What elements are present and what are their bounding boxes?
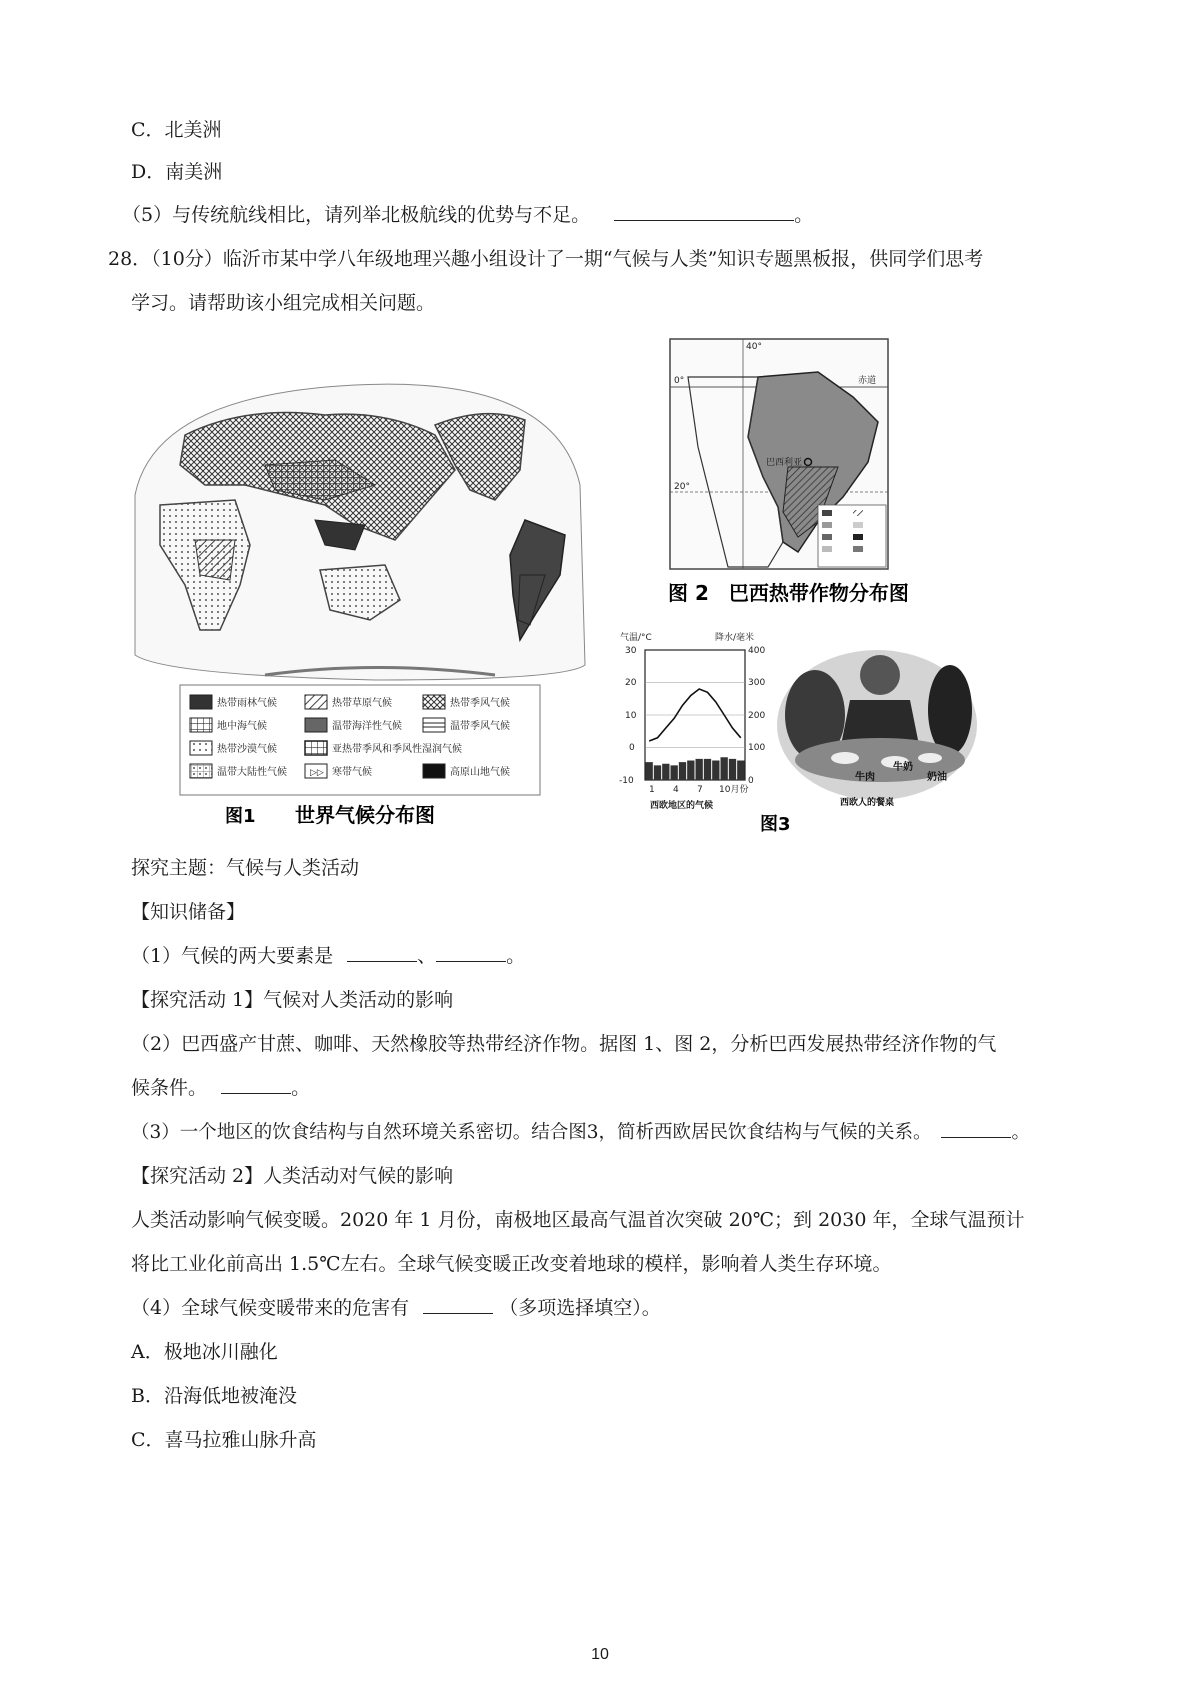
svg-text:▷▷: ▷▷ — [310, 768, 324, 778]
y-left-tick-10: 10 — [625, 711, 637, 721]
y-left-tick-30: 30 — [625, 646, 637, 656]
answer-blank-2[interactable] — [221, 1075, 291, 1094]
legend-label-8: 亚热带季风和季风性湿润气候 — [332, 744, 462, 755]
option-b: B．沿海低地被淹没 — [131, 1385, 297, 1407]
option-d-previous: D．南美洲 — [131, 161, 223, 183]
inquiry-theme: 探究主题：气候与人类活动 — [131, 857, 360, 879]
y-right-tick-200: 200 — [748, 711, 766, 721]
legend-label-4: 地中海气候 — [217, 721, 267, 732]
question-4-text: （4）全球气候变暖带来的危害有 — [131, 1297, 410, 1319]
y-left-tick-0: 0 — [629, 743, 635, 753]
activity-1-heading: 【探究活动 1】气候对人类活动的影响 — [131, 989, 454, 1011]
chart-y-left-title: 气温/°C — [620, 633, 652, 643]
y-left-tick-20: 20 — [625, 678, 637, 688]
x-tick-4: 4 — [673, 785, 679, 795]
figure-1-world-climate-map — [125, 375, 605, 830]
answer-blank-1b[interactable] — [436, 943, 506, 962]
answer-blank-1a[interactable] — [347, 943, 417, 962]
y-right-tick-300: 300 — [748, 678, 766, 688]
legend-label-2: 热带草原气候 — [332, 698, 392, 709]
figure-1-caption-title: 世界气候分布图 — [295, 803, 435, 827]
legend-label-7: 热带沙漠气候 — [217, 744, 277, 755]
x-tick-10: 10月份 — [719, 785, 749, 795]
question-28-line2: 学习。请帮助该小组完成相关问题。 — [131, 292, 436, 314]
page-number: 10 — [591, 1646, 609, 1663]
chart-caption: 西欧地区的气候 — [650, 801, 714, 811]
precip-bar-10 — [721, 757, 728, 780]
chart-y-right-title: 降水/毫米 — [715, 633, 755, 643]
figure-3-caption: 图3 — [760, 814, 791, 835]
answer-blank-5[interactable] — [614, 202, 794, 221]
question-5 — [122, 202, 813, 228]
legend-label-10: 寒带气候 — [332, 767, 372, 778]
option-c-previous: C．北美洲 — [131, 119, 222, 141]
map-label-equator: 赤道 — [858, 376, 877, 386]
option-c: C．喜马拉雅山脉升高 — [131, 1429, 317, 1451]
legend-label-5: 温带海洋性气候 — [332, 721, 402, 732]
legend-label-9: 温带大陆性气候 — [217, 767, 287, 778]
question-4-suffix: （多项选择填空）。 — [499, 1297, 661, 1319]
precip-bar-8 — [704, 759, 711, 780]
activity-2-heading: 【探究活动 2】人类活动对气候的影响 — [131, 1165, 454, 1187]
precip-bar-9 — [712, 761, 719, 781]
photo-label-milk: 牛奶 — [893, 762, 913, 773]
y-right-tick-400: 400 — [748, 646, 766, 656]
question-4 — [131, 1295, 661, 1321]
y-right-tick-0: 0 — [748, 776, 754, 786]
question-3 — [131, 1119, 1030, 1146]
precip-bar-12 — [737, 761, 744, 781]
legend-label-1: 热带雨林气候 — [217, 698, 277, 709]
answer-blank-4[interactable] — [423, 1295, 493, 1314]
x-tick-1: 1 — [649, 785, 655, 795]
legend-label-6: 温带季风气候 — [450, 721, 510, 732]
map-label-40-deg: 40° — [746, 342, 762, 352]
figure-2-brazil-crop-map — [668, 337, 968, 627]
dinner-photo — [775, 635, 980, 800]
map-label-brasilia: 巴西利亚 — [766, 458, 803, 468]
paragraph-line1: 人类活动影响气候变暖。2020 年 1 月份，南极地区最高气温首次突破 20℃；到 2030 年，全球气温预计 — [131, 1209, 1025, 1231]
figure-3-western-europe — [615, 630, 995, 840]
legend-label-11: 高原山地气候 — [450, 767, 510, 778]
precip-bar-11 — [729, 759, 736, 780]
figure-1-caption-number: 图1 — [225, 806, 256, 827]
question-1-separator: 、 — [417, 945, 437, 967]
y-right-tick-100: 100 — [748, 743, 766, 753]
option-a: A．极地冰川融化 — [131, 1341, 278, 1363]
question-3-suffix: 。 — [1011, 1122, 1030, 1143]
precip-bar-4 — [671, 765, 678, 780]
map-label-20-deg: 20° — [674, 482, 690, 492]
y-left-tick-minus10: -10 — [619, 776, 634, 786]
question-2-line1: （2）巴西盛产甘蔗、咖啡、天然橡胶等热带经济作物。据图 1、图 2，分析巴西发展热带经济作物的气 — [131, 1033, 997, 1055]
question-5-text: （5）与传统航线相比，请列举北极航线的优势与不足。 — [122, 204, 591, 226]
question-1-text: （1）气候的两大要素是 — [131, 945, 334, 967]
question-1 — [131, 943, 525, 969]
photo-caption: 西欧人的餐桌 — [840, 798, 895, 808]
question-28-line1: 28．（10分）临沂市某中学八年级地理兴趣小组设计了一期“气候与人类”知识专题黑板报，供同学们思考 — [108, 248, 984, 270]
question-1-suffix: 。 — [506, 945, 526, 967]
question-2-suffix: 。 — [291, 1077, 311, 1099]
precip-bar-1 — [646, 762, 653, 780]
precip-bar-7 — [696, 759, 703, 780]
x-tick-7: 7 — [697, 785, 703, 795]
paragraph-line2: 将比工业化前高出 1.5℃左右。全球气候变暖正改变着地球的模样，影响着人类生存环境。 — [131, 1253, 892, 1275]
knowledge-heading: 【知识储备】 — [131, 901, 246, 923]
question-2-line2 — [131, 1075, 310, 1101]
precip-bar-6 — [687, 761, 694, 781]
map-label-0-deg: 0° — [674, 376, 685, 386]
question-5-suffix: 。 — [794, 204, 814, 226]
question-2-text: 候条件。 — [131, 1077, 208, 1099]
figure-2-caption: 图 2 巴西热带作物分布图 — [668, 581, 909, 605]
precip-bar-2 — [654, 765, 661, 780]
answer-blank-3[interactable] — [941, 1119, 1011, 1138]
photo-label-beef: 牛肉 — [855, 772, 875, 783]
legend-label-3: 热带季风气候 — [450, 698, 510, 709]
precip-bar-3 — [662, 764, 669, 780]
precip-bar-5 — [679, 762, 686, 780]
photo-label-cream: 奶油 — [927, 772, 947, 783]
question-3-text: （3）一个地区的饮食结构与自然环境关系密切。结合图3，简析西欧居民饮食结构与气候的关系。 — [131, 1122, 932, 1143]
